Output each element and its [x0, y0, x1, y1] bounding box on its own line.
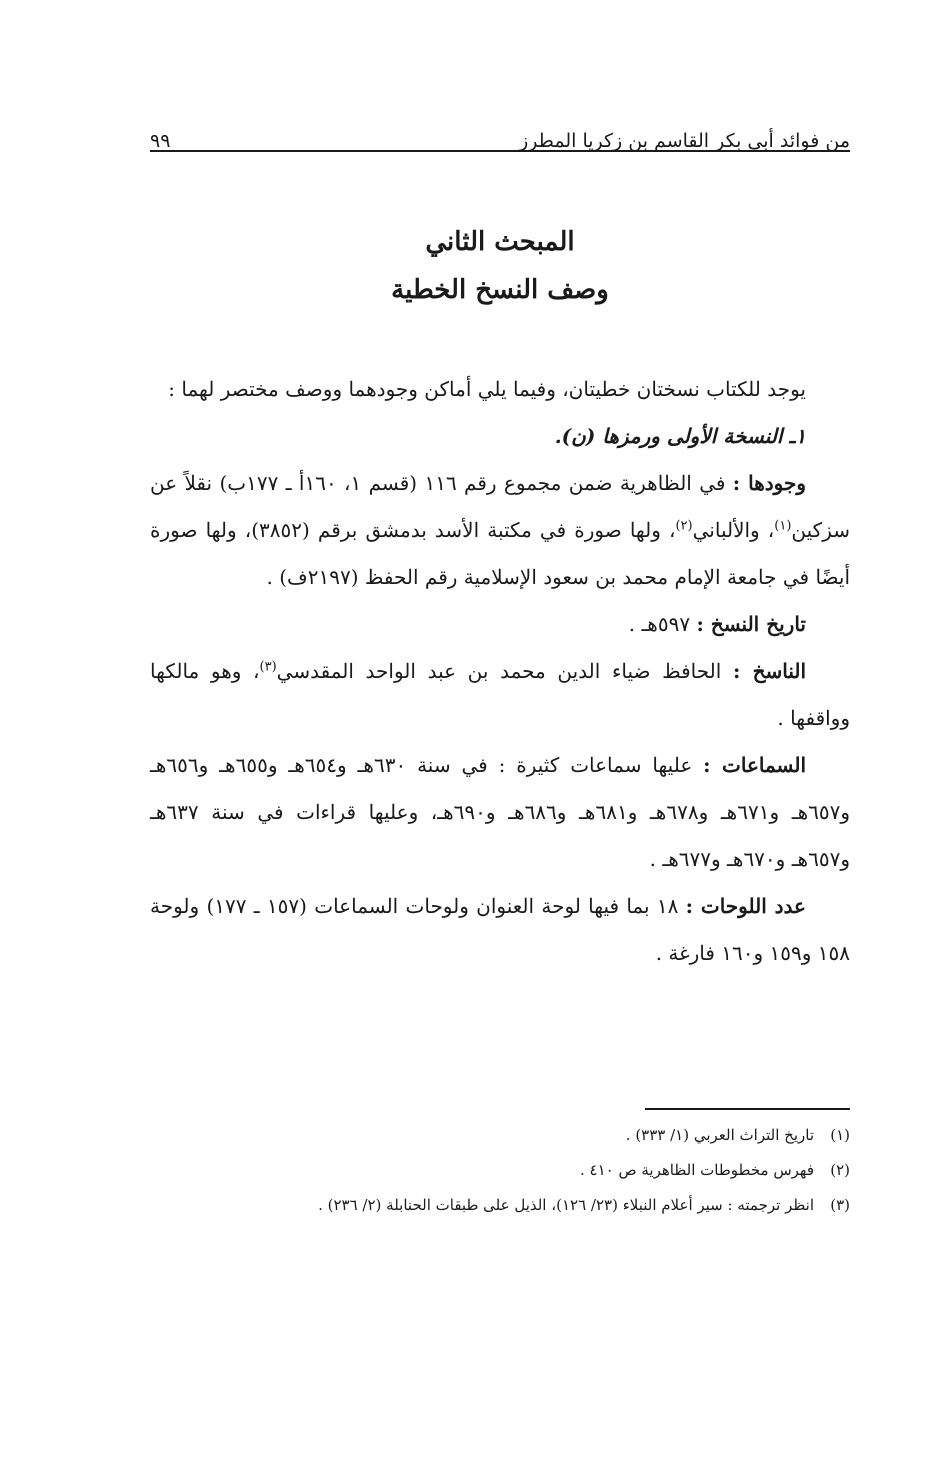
footnote-number: (١) — [830, 1126, 850, 1144]
copyist-text: الحافظ ضياء الدين محمد بن عبد الواحد المقدسي — [276, 659, 722, 683]
hearings-paragraph — [150, 742, 850, 883]
location-text-cont: ، والألباني — [692, 518, 775, 542]
location-text: في الظاهرية ضمن مجموع رقم ١١٦ (قسم ١، ١٦٠أ ـ ١٧٧ب) نقلاً عن سزكين — [150, 471, 850, 542]
panels-paragraph — [150, 883, 850, 977]
running-header — [150, 112, 850, 152]
book-title: من فوائد أبي بكر القاسم بن زكريا المطرز — [519, 130, 850, 152]
copyist-text-end: ، وهو مالكها وواقفها . — [150, 659, 850, 730]
section-subtitle: وصف النسخ الخطية — [391, 275, 609, 305]
location-label: وجودها : — [732, 471, 807, 495]
footnote-text: فهرس مخطوطات الظاهرية ص ٤١٠ . — [579, 1161, 814, 1179]
location-text-end: ، ولها صورة في مكتبة الأسد بدمشق برقم (٣٨٥٢)، ولها صورة أيضًا في جامعة الإمام محمد بن سعود الإسلامية رقم الحفظ (٢١٩٧ف) . — [150, 518, 850, 589]
copy-date-text: ٥٩٧هـ . — [628, 612, 691, 636]
footnote-rule — [645, 1108, 850, 1110]
document-page — [150, 0, 850, 1479]
panels-label: عدد اللوحات : — [685, 894, 806, 918]
hearings-label: السماعات : — [703, 753, 807, 777]
section-title: المبحث الثاني — [425, 227, 575, 257]
footnote-1 — [150, 1118, 850, 1153]
panels-text: ١٨ بما فيها لوحة العنوان ولوحات السماعات (١٥٧ ـ ١٧٧) ولوحة ١٥٨ و١٥٩ و١٦٠ فارغة . — [150, 894, 850, 965]
header-rule — [150, 150, 850, 152]
footnote-2 — [150, 1153, 850, 1188]
copy-date-paragraph — [150, 601, 850, 648]
manuscript-heading: ١ـ النسخة الأولى ورمزها (ن). — [554, 424, 806, 448]
page-number: ٩٩ — [150, 130, 171, 152]
footnote-number: (٣) — [830, 1196, 850, 1214]
footnote-text: تاريخ التراث العربي (١/ ٣٣٣) . — [625, 1126, 814, 1144]
footnote-text: انظر ترجمته : سير أعلام النبلاء (٢٣/ ١٢٦)، الذيل على طبقات الحنابلة (٢/ ٢٣٦) . — [318, 1196, 814, 1214]
hearings-text: عليها سماعات كثيرة : في سنة ٦٣٠هـ و٦٥٤هـ و٦٥٥هـ و٦٥٦هـ و٦٥٧هـ و٦٧١هـ و٦٧٨هـ و٦٨١هـ و٦٨٦هـ و٦٩٠هـ، وعليها قراءات في سنة ٦٣٧هـ و٦٥٧هـ و٦٧٠هـ و٦٧٧هـ . — [150, 753, 851, 871]
footnote-ref-2[interactable]: (٢) — [675, 518, 693, 534]
section-heading — [150, 218, 850, 314]
copy-date-label: تاريخ النسخ : — [696, 612, 806, 636]
body-text — [150, 366, 850, 977]
footnote-3 — [150, 1188, 850, 1223]
location-paragraph — [150, 460, 850, 601]
footnotes — [150, 1118, 850, 1223]
footnote-number: (٢) — [830, 1161, 850, 1179]
copyist-label: الناسخ : — [732, 659, 807, 683]
intro-paragraph: يوجد للكتاب نسختان خطيتان، وفيما يلي أماكن وجودهما ووصف مختصر لهما : — [168, 377, 806, 401]
footnote-ref-3[interactable]: (٣) — [259, 659, 277, 675]
footnote-ref-1[interactable]: (١) — [774, 518, 792, 534]
copyist-paragraph — [150, 648, 850, 742]
